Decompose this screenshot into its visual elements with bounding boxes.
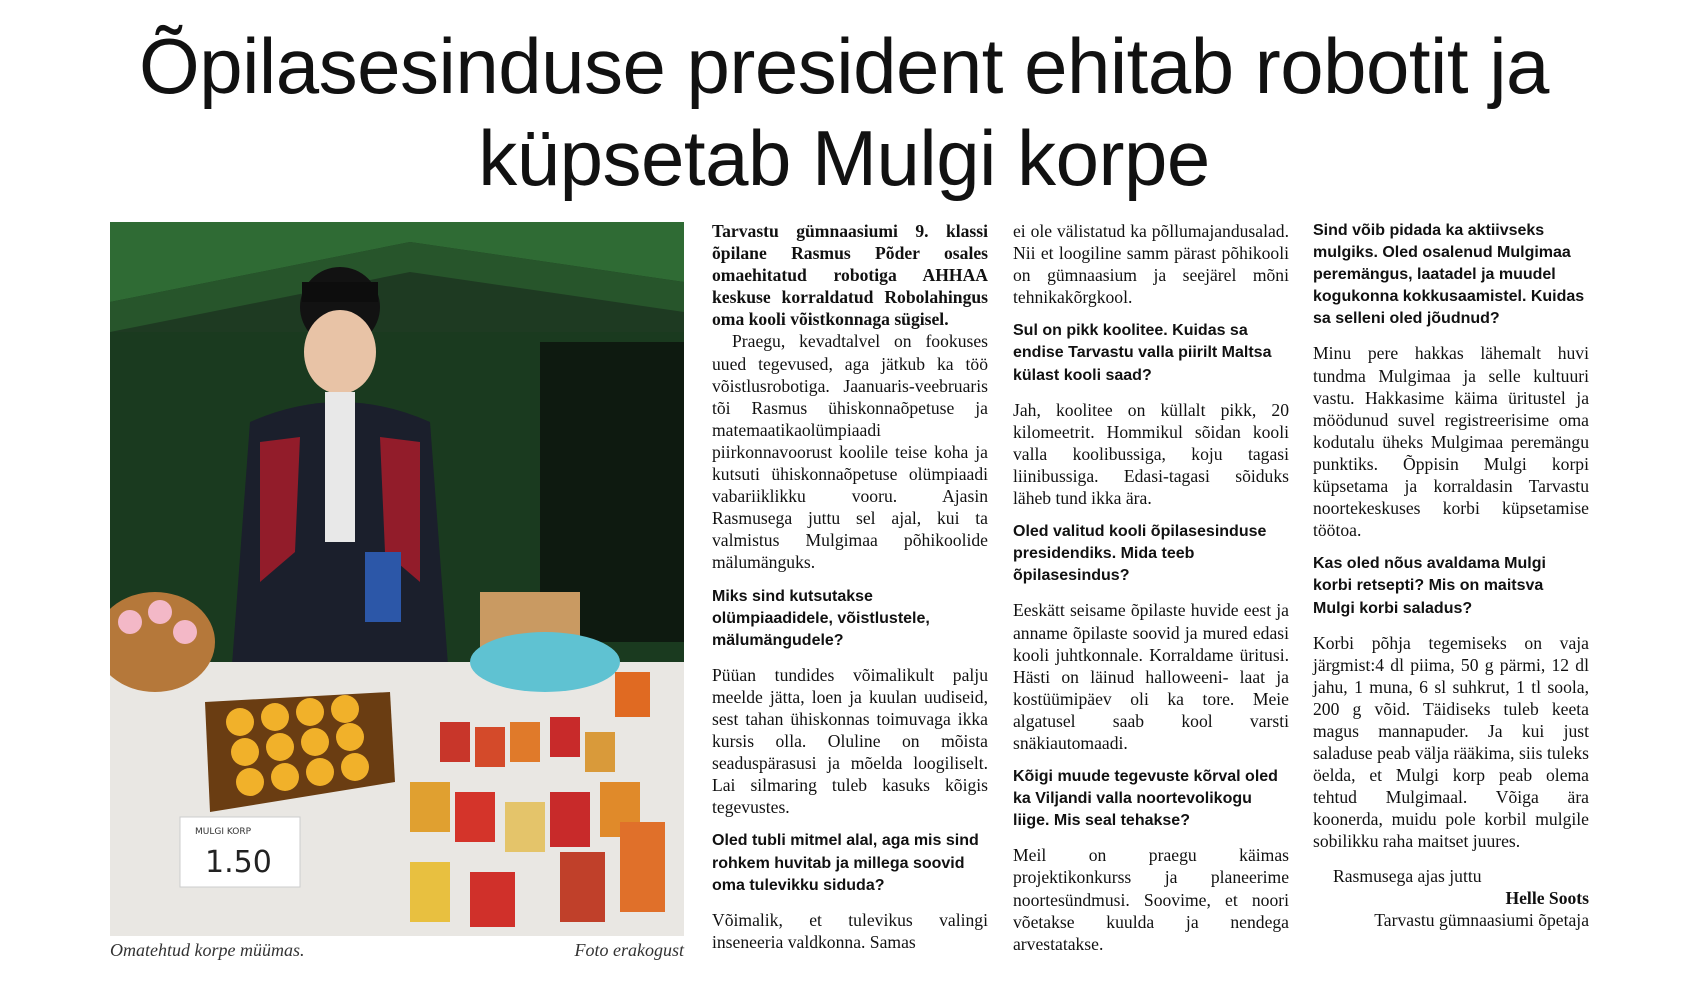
author-title: Tarvastu gümnaasiumi õpetaja bbox=[1374, 909, 1589, 930]
headline bbox=[60, 20, 1628, 204]
column-1 bbox=[712, 220, 988, 953]
sign-price: 1.50 bbox=[205, 845, 272, 880]
question-4: Oled valitud kooli õpilasesinduse presidendiks. Mida teeb õpilasesindus? bbox=[1013, 523, 1267, 585]
answer-2: Võimalik, et tulevikus valingi inseneeria valdkonna. Samas bbox=[712, 909, 988, 952]
lead-paragraph: Tarvastu gümnaasiumi 9. klassi õpilane Rasmus Põder osales omaehitatud robotiga AHHAA keskuse korraldatud Robolahingus oma kooli võistkonnaga sügisel. bbox=[712, 221, 988, 330]
author-name: Helle Soots bbox=[1505, 887, 1589, 908]
answer-7: Korbi põhja tegemiseks on vaja järgmist:4 dl piima, 50 g pärmi, 12 dl jahu, 1 muna, 6 sl suhkrut, 1 tl soola, 200 g võid. Täidiseks tuleb keeta magus mannapuder. Ja kui just saladuse peab välja rääkima, siis tuleks öelda, et Mulgi korp peab olema tehtud Mulgimaal. Võiga ära koonerda, muidu pole korbil mulgile sobilikku raha maitset juures. bbox=[1313, 632, 1589, 852]
answer-4: Eeskätt seisame õpilaste huvide eest ja anname õpilaste soovid ja mured edasi kooli juhtkonnale. Korraldame üritusi. Hästi on läinud halloweeni- laat ja kostüümipäev oli ka tore. Meie algatusel saab kool varsti snäkiautomaadi. bbox=[1013, 600, 1289, 753]
answer-6: Minu pere hakkas lähemalt huvi tundma Mulgimaa ja selle kultuuri vastu. Hakkasime käima üritustel ja möödunud suvel registreerisime oma kodutalu üheks Mulgimaa peremängu punktiks. Õppisin Mulgi korpi küpsetama ja korraldasin Tarvastu noortekeskuses korbi küpsetamise töötoa. bbox=[1313, 343, 1589, 541]
question-2: Oled tubli mitmel alal, aga mis sind rohkem huvitab ja millega soovid oma tulevikku siduda? bbox=[712, 832, 979, 894]
photo-credit: Foto erakogust bbox=[574, 940, 684, 960]
column-2 bbox=[1013, 220, 1289, 955]
article-photo bbox=[110, 222, 684, 936]
answer-2-continued: ei ole välistatud ka põllumajandusalad. Nii et loogiline samm pärast põhikooli on gümnaasium ja seejärel mõni tehnikakõrgkool. bbox=[1013, 221, 1289, 308]
question-1: Miks sind kutsutakse olümpiaadidele, võistlustele, mälumängudele? bbox=[712, 587, 930, 649]
column-3 bbox=[1313, 220, 1589, 931]
question-3: Sul on pikk koolitee. Kuidas sa endise Tarvastu valla piirilt Maltsa külast kooli saad? bbox=[1013, 322, 1272, 384]
photo-caption: Omatehtud korpe müümas. bbox=[110, 940, 305, 960]
photo-illustration bbox=[110, 222, 684, 936]
answer-3: Jah, koolitee on küllalt pikk, 20 kilomeetrit. Hommikul sõidan kooli valla koolibussiga, koju tagasi liinibussiga. Edasi-tagasi sõiduks läheb tund ikka ära. bbox=[1013, 399, 1289, 509]
intro-paragraph: Praegu, kevadtalvel on fookuses uued tegevused, aga jätkub ka töö võistlusrobotiga. Jaanuaris-veebruaris tõi Rasmus ühiskonnaõpetuse ja matemaatikaolümpiaadi piirkonnavoorust koolile teise koha ja kutsuti ühiskonnaõpetuse olümpiaadi vabariiklikku vooru. Ajasin Rasmusega juttu sel ajal, kui ta valmistus Mulgimaa põhikoolide mälumänguks. bbox=[712, 331, 988, 573]
question-7: Kas oled nõus avaldama Mulgi korbi retsepti? Mis on maitsva Mulgi korbi saladus? bbox=[1313, 555, 1546, 617]
question-5: Kõigi muude tegevuste kõrval oled ka Viljandi valla noortevolikogu liige. Mis seal tehakse? bbox=[1013, 768, 1278, 830]
question-6: Sind võib pidada ka aktiivseks mulgiks. Oled osalenud Mulgimaa peremängus, laatadel ja muudel kogukonna kokkusaamistel. Kuidas sa selleni oled jõudnud? bbox=[1313, 222, 1585, 328]
byline-intro: Rasmusega ajas juttu bbox=[1333, 865, 1482, 886]
headline-line-2: küpsetab Mulgi korpe bbox=[478, 114, 1210, 202]
answer-1: Püüan tundides võimalikult palju meelde jätta, loen ja kuulan uudiseid, sest tahan ühiskonnas toimuvaga ikka kursis olla. Oluline on mõista seaduspärasusi ja mõelda loogiliselt. Lai silmaring tuleb kasuks kõigis tegevustes. bbox=[712, 664, 988, 818]
answer-5: Meil on praegu käimas projektikonkurss ja planeerime noortesündmusi. Soovime, et noori võetakse kuulda ja nendega arvestatakse. bbox=[1013, 845, 1289, 954]
sign-text-top: MULGI KORP bbox=[195, 827, 252, 837]
headline-line-1: Õpilasesinduse president ehitab robotit ja bbox=[139, 22, 1549, 110]
